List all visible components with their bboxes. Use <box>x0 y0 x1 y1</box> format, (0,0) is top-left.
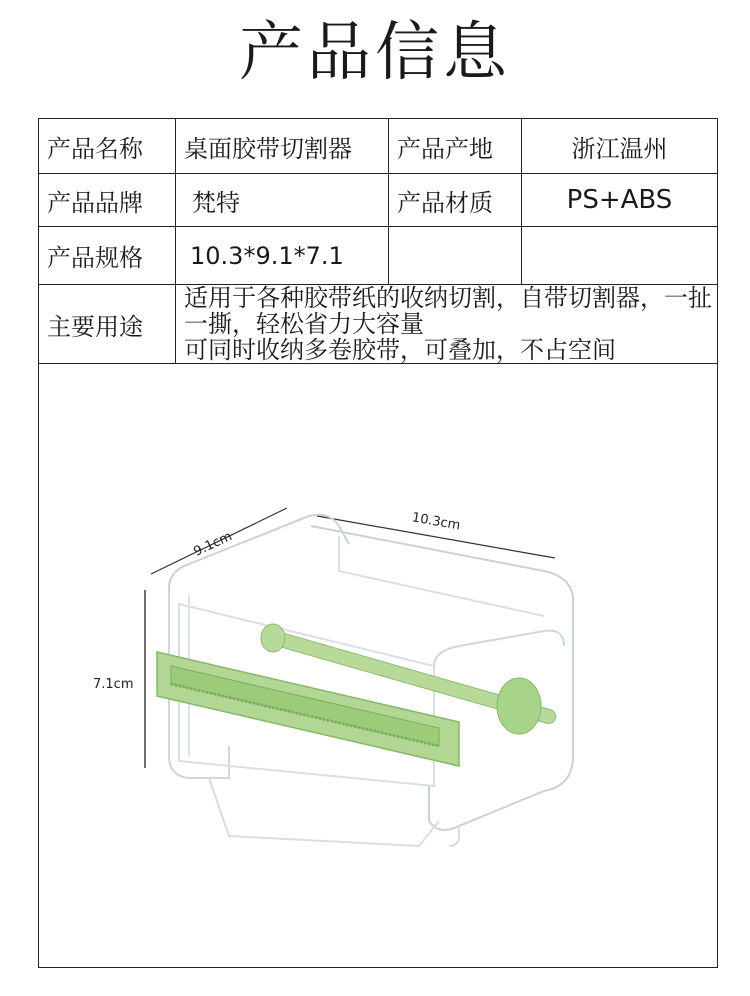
brand-value: 梵特 <box>176 174 389 227</box>
empty-cell <box>389 227 522 285</box>
spec-label: 产品规格 <box>39 227 176 285</box>
origin-label: 产品产地 <box>389 119 522 174</box>
height-dimension-label: 7.1cm <box>93 677 134 692</box>
empty-cell <box>522 227 718 285</box>
spec-value: 10.3*9.1*7.1 <box>176 227 389 285</box>
name-value: 桌面胶带切割器 <box>176 119 389 174</box>
table-row <box>39 285 718 364</box>
page-title: 产品信息 <box>239 16 511 90</box>
table-row <box>39 227 718 285</box>
name-label: 产品名称 <box>39 119 176 174</box>
origin-value: 浙江温州 <box>522 119 718 174</box>
material-label: 产品材质 <box>389 174 522 227</box>
usage-text <box>176 285 718 364</box>
product-photo <box>39 366 717 966</box>
usage-line: 可同时收纳多卷胶带，可叠加，不占空间 <box>184 336 616 364</box>
green-cutter <box>157 652 459 766</box>
usage-label: 主要用途 <box>39 285 176 364</box>
usage-line: 适用于各种胶带纸的收纳切割，自带切割器，一扯一撕，轻松省力大容量 <box>184 284 712 338</box>
brand-label: 产品品牌 <box>39 174 176 227</box>
material-value: PS+ABS <box>522 174 718 227</box>
depth-dimension-label: 9.1cm <box>191 529 235 560</box>
product-info-table <box>38 118 718 364</box>
table-row <box>39 174 718 227</box>
width-dimension-label: 10.3cm <box>410 510 462 534</box>
table-row <box>39 119 718 174</box>
